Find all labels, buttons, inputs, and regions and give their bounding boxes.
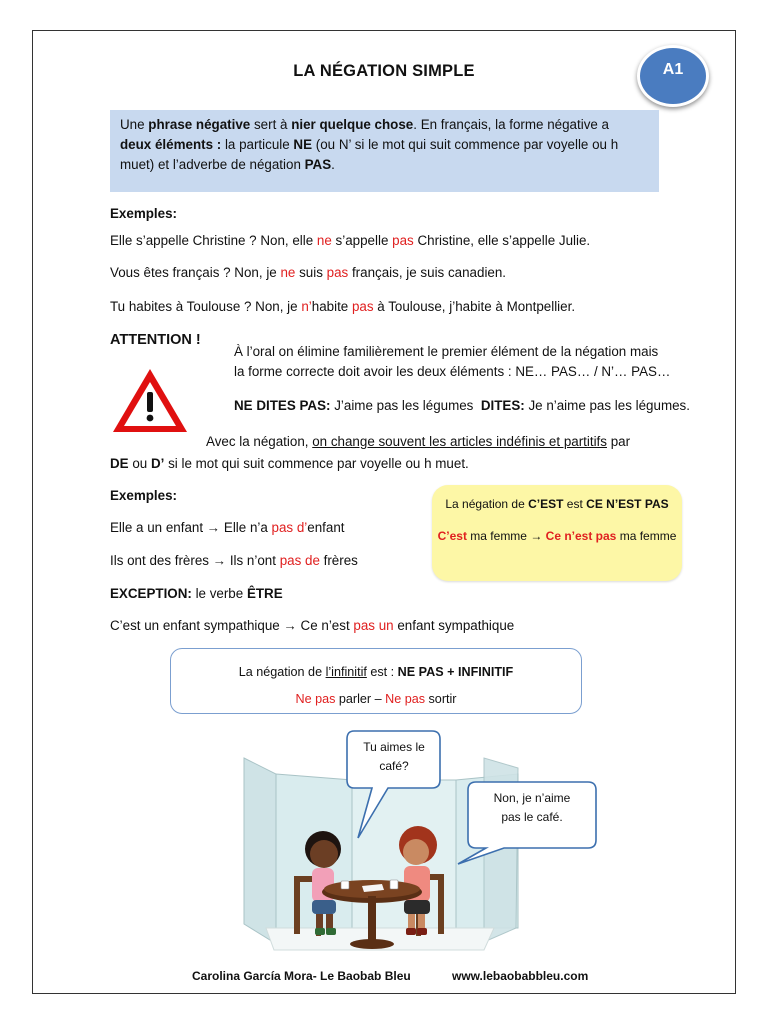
text: habite [311,299,352,314]
cest-example [432,527,682,545]
examples-heading: Exemples: [110,206,177,221]
text: . En français, la forme négative a [413,117,610,132]
text: (ou N’ si le mot qui suit commence par voyelle ou h [312,137,619,152]
text: frères [319,553,358,568]
definition-line-3 [120,155,649,175]
example-sentence [110,298,575,315]
bubble-text-line: café? [379,759,409,773]
text: J’aime pas les légumes [330,398,481,413]
text-bold: phrase négative [148,117,251,132]
articles-rule-line-1 [206,433,630,450]
bubble-text-line: Tu aimes le [363,740,425,754]
text-bold: ÊTRE [246,586,283,601]
text: si le mot qui suit commence par voyelle ou h muet. [164,456,469,471]
text: parler – [335,692,386,706]
text: enfant sympathique [393,618,515,633]
text-underlined: on change souvent les articles indéfinis et partitifs [312,434,607,449]
text: est : [366,665,398,679]
text: La négation de [445,497,529,511]
cest-rule [432,497,682,511]
text-bold: DITES: [480,398,525,413]
attention-heading: ATTENTION ! [110,332,201,348]
example-sentence [110,264,506,281]
text-bold: nier quelque chose [291,117,414,132]
exception-line [110,585,283,602]
text: Elle a un enfant → Elle n’a [110,520,272,535]
text: la particule [221,137,294,152]
negation-word: Ne pas [295,692,336,706]
negation-word: n’ [301,299,312,314]
negation-word: pas de [279,553,320,568]
text: ou [128,456,151,471]
bubble-text-line: pas le café. [501,810,563,824]
text: Ils ont des frères → Ils n’ont [110,553,280,568]
example-sentence [110,552,358,569]
definition-line-2 [120,135,649,155]
level-badge: A1 [637,45,709,107]
bubble-text-line: Non, je n’aime [493,791,571,805]
footer-author: Carolina García Mora- Le Baobab Bleu [192,969,411,983]
text: La négation de [238,665,326,679]
text-bold: C’EST [528,497,564,511]
text: est [563,497,587,511]
example-sentence [110,617,514,634]
text: suis [295,265,327,280]
ne-dites-pas-line [234,397,690,414]
articles-rule-line-2 [110,455,469,472]
text-bold: D’ [150,456,165,471]
example-sentence [110,232,590,249]
text-bold: EXCEPTION: [110,586,192,601]
negation-word: ne [316,233,332,248]
text: . [331,157,335,172]
text: français, je suis canadien. [348,265,507,280]
infinitif-rule [171,665,581,679]
text: sert à [250,117,292,132]
example-sentence [110,519,345,536]
attention-text-line-2: la forme correcte doit avoir les deux éléments : NE… PAS… / N’… PAS… [234,364,671,379]
text: Christine, elle s’appelle Julie. [413,233,591,248]
negation-word: pas [351,299,374,314]
text-bold: PAS [304,157,332,172]
text: s’appelle [331,233,393,248]
text: ma femme [616,529,677,543]
text: le verbe [191,586,247,601]
text: par [606,434,631,449]
definition-box [110,110,659,192]
text: Tu habites à Toulouse ? Non, je [110,299,302,314]
text: ma femme → [466,529,546,543]
page-title: LA NÉGATION SIMPLE [293,62,475,80]
definition-line-1 [120,115,649,135]
cest-note-box [432,485,682,581]
text: muet) et l’adverbe de négation [120,157,305,172]
text: Une [120,117,149,132]
speech-bubble-question [348,738,440,776]
negation-word: C’est [437,529,467,543]
examples-heading: Exemples: [110,488,177,503]
negation-word: Ce n’est pas [545,529,617,543]
text: Avec la négation, [206,434,313,449]
warning-sign-icon [110,366,190,436]
text: Vous êtes français ? Non, je [110,265,281,280]
text-bold: NE [293,137,313,152]
negation-word: pas d’ [271,520,308,535]
text-bold: CE N’EST PAS [586,497,669,511]
text: sortir [425,692,457,706]
text-bold: NE PAS + INFINITIF [397,665,514,679]
infinitif-example [171,692,581,706]
infinitif-note-box [170,648,582,714]
text: à Toulouse, j’habite à Montpellier. [373,299,576,314]
text: Je n’aime pas les légumes. [524,398,690,413]
text-bold: NE DITES PAS: [234,398,331,413]
negation-word: Ne pas [385,692,426,706]
negation-word: ne [280,265,296,280]
text: C’est un enfant sympathique → Ce n’est [110,618,354,633]
text-bold: deux éléments : [120,137,222,152]
speech-bubble-answer [468,789,596,827]
text-bold: DE [110,456,129,471]
attention-text-line-1: À l’oral on élimine familièrement le premier élément de la négation mais [234,344,659,359]
negation-word: pas un [353,618,394,633]
negation-word: pas [392,233,414,248]
text-underlined: l’infinitif [325,665,367,679]
text: enfant [307,520,345,535]
text: Elle s’appelle Christine ? Non, elle [110,233,317,248]
footer-website-link[interactable]: www.lebaobabbleu.com [452,969,589,983]
negation-word: pas [326,265,349,280]
